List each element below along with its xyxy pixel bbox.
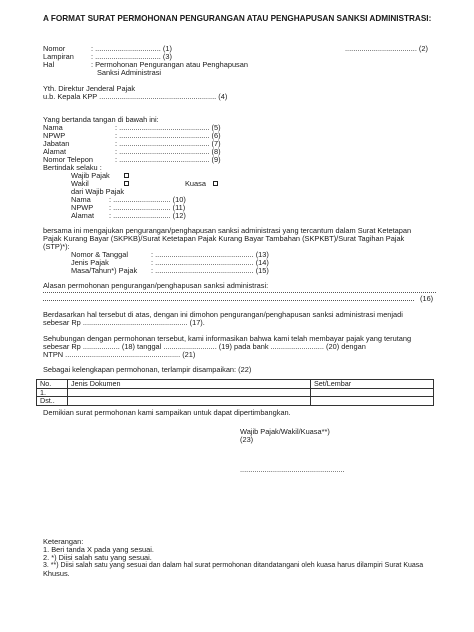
- request-line2: sebesar Rp ................................................... (17).: [43, 318, 205, 327]
- wakil-checkbox[interactable]: [124, 181, 129, 186]
- notes-heading: Keterangan:: [43, 537, 84, 546]
- masa-tahun-field: : ................................................ (15): [151, 266, 269, 275]
- nomor-label: Nomor: [43, 44, 66, 53]
- lampiran-value: : ................................ (3): [91, 52, 172, 61]
- note-item-2: 2. *) Diisi salah satu yang sesuai.: [43, 553, 152, 562]
- row-set-lembar[interactable]: [311, 388, 434, 397]
- signer-phone-field: : ............................................ (9): [115, 155, 221, 164]
- note-item-3: 3. **) Diisi salah satu yang sesuai dan dalam hal surat permohonan ditandatangani oleh kuasa harus dilampiri Surat Kuasa: [43, 562, 424, 569]
- signature-role: Wajib Pajak/Wakil/Kuasa**): [240, 427, 330, 436]
- signer-name-field: : ............................................ (5): [115, 123, 221, 132]
- dari-wp-label: dari Wajib Pajak: [71, 187, 125, 196]
- submission-line3: (STP)*):: [43, 242, 70, 251]
- wp-name-field: : ............................ (10): [109, 195, 186, 204]
- nomor-tanggal-field: : ................................................ (13): [151, 250, 269, 259]
- reason-marker: (16): [420, 294, 434, 303]
- wp-name-label: Nama: [71, 195, 91, 204]
- wp-alamat-field: : ............................ (12): [109, 211, 186, 220]
- col-header-set-lembar: Set/Lembar: [311, 380, 434, 389]
- signer-phone-label: Nomor Telepon: [43, 155, 93, 164]
- wp-alamat-label: Alamat: [71, 211, 95, 220]
- payment-line2: sebesar Rp .................. (18) tanggal .......................... (19) pada bank .......................... (20) dengan: [43, 342, 366, 351]
- payment-line3: NTPN ........................................................ (21): [43, 350, 196, 359]
- wajib-pajak-checkbox[interactable]: [124, 173, 129, 178]
- wp-npwp-label: NPWP: [71, 203, 94, 212]
- reason-line-2: [43, 300, 414, 301]
- signer-npwp-field: : ............................................ (6): [115, 131, 221, 140]
- lampiran-label: Lampiran: [43, 52, 74, 61]
- row-jenis-dokumen[interactable]: [68, 388, 311, 397]
- row-no: 1.: [37, 388, 68, 397]
- hal-label: Hal: [43, 60, 55, 69]
- attachments-intro: Sebagai kelengkapan permohonan, terlampir disampaikan: (22): [43, 365, 252, 374]
- reason-line-1: [43, 292, 436, 293]
- col-header-jenis-dokumen: Jenis Dokumen: [68, 380, 311, 389]
- closing-text: Demikian surat permohonan kami sampaikan untuk dapat dipertimbangkan.: [43, 408, 291, 417]
- recipient-line1: Yth. Direktur Jenderal Pajak: [43, 84, 136, 93]
- place-date-field: ................................... (2): [345, 44, 428, 53]
- kuasa-checkbox[interactable]: [213, 181, 218, 186]
- signer-npwp-label: NPWP: [43, 131, 66, 140]
- note-item-3-cont: Khusus.: [43, 569, 70, 578]
- nomor-value: : ................................ (1): [91, 44, 172, 53]
- document-title: A FORMAT SURAT PERMOHONAN PENGURANGAN ATAU PENGHAPUSAN SANKSI ADMINISTRASI:: [43, 14, 432, 23]
- payment-line1: Sehubungan dengan permohonan tersebut, kami informasikan bahwa kami telah membayar pajak yang terutang: [43, 334, 412, 343]
- signer-alamat-label: Alamat: [43, 147, 67, 156]
- table-row: [37, 397, 434, 406]
- attachments-table: [36, 379, 434, 406]
- request-line1: Berdasarkan hal tersebut di atas, dengan ini dimohon pengurangan/penghapusan sanksi administrasi menjadi: [43, 310, 403, 319]
- jenis-pajak-label: Jenis Pajak: [71, 258, 109, 267]
- col-header-no: No.: [37, 380, 68, 389]
- wakil-label: Wakil: [71, 179, 89, 188]
- signer-alamat-field: : ............................................ (8): [115, 147, 221, 156]
- signature-marker: (23): [240, 435, 254, 444]
- signer-intro: Yang bertanda tangan di bawah ini:: [43, 115, 159, 124]
- hal-value-line2: Sanksi Administrasi: [97, 68, 162, 77]
- signer-name-label: Nama: [43, 123, 63, 132]
- row-set-lembar[interactable]: [311, 397, 434, 406]
- signature-line: ...................................................: [240, 465, 345, 474]
- wp-npwp-field: : ............................ (11): [109, 203, 186, 212]
- hal-value-line1: : Permohonan Pengurangan atau Penghapusan: [91, 60, 248, 69]
- signer-jabatan-field: : ............................................ (7): [115, 139, 221, 148]
- table-header-row: [37, 380, 434, 389]
- row-no: Dst..: [37, 397, 68, 406]
- masa-tahun-label: Masa/Tahun*) Pajak: [71, 266, 138, 275]
- nomor-tanggal-label: Nomor & Tanggal: [71, 250, 128, 259]
- reason-label: Alasan permohonan pengurangan/penghapusan sanksi administrasi:: [43, 281, 269, 290]
- signer-jabatan-label: Jabatan: [43, 139, 70, 148]
- table-row: [37, 388, 434, 397]
- submission-line2: Pajak Kurang Bayar (SKPKB)/Surat Ketetapan Pajak Kurang Bayar Tambahan (SKPKBT)/Surat Tagihan Pajak: [43, 234, 405, 243]
- bertindak-label: Bertindak selaku :: [43, 163, 102, 172]
- jenis-pajak-field: : ................................................ (14): [151, 258, 269, 267]
- recipient-line2: u.b. Kepala KPP ......................................................... (4): [43, 92, 228, 101]
- note-item-1: 1. Beri tanda X pada yang sesuai.: [43, 545, 154, 554]
- wajib-pajak-label: Wajib Pajak: [71, 171, 110, 180]
- submission-line1: bersama ini mengajukan pengurangan/penghapusan sanksi administrasi yang tercantum dalam Surat Ketetapan: [43, 226, 412, 235]
- kuasa-label: Kuasa: [185, 179, 206, 188]
- row-jenis-dokumen[interactable]: [68, 397, 311, 406]
